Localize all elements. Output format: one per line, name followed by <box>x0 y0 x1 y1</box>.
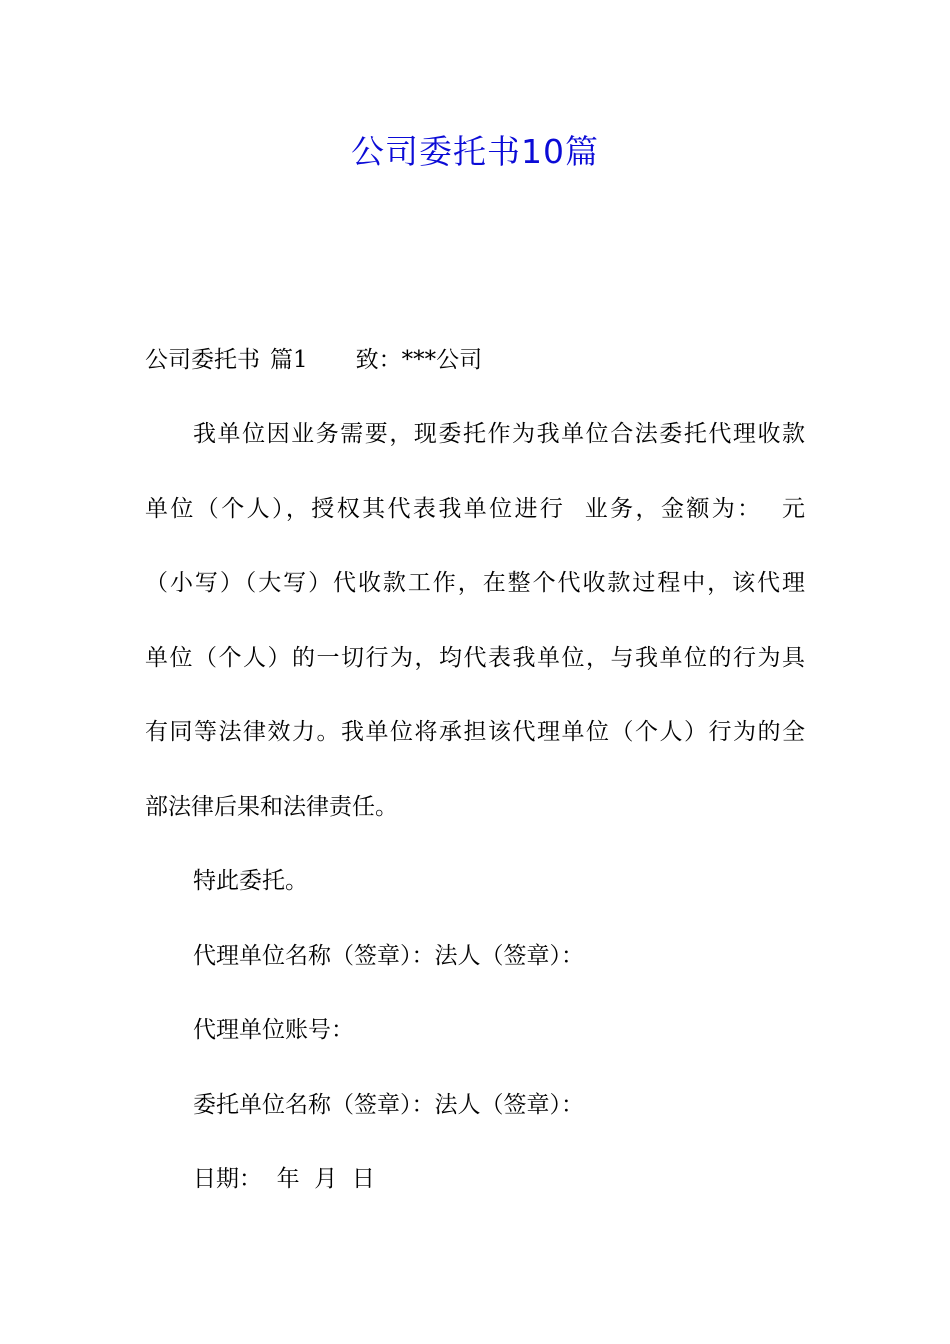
body-line-5: 有同等法律效力。我单位将承担该代理单位（个人）行为的全 <box>145 719 805 745</box>
body-line-6: 部法律后果和法律责任。 <box>145 794 398 820</box>
recipient-line: 致：***公司 <box>355 347 483 373</box>
principal-name-line: 委托单位名称（签章）：法人（签章）： <box>193 1092 584 1118</box>
agent-name-line: 代理单位名称（签章）：法人（签章）： <box>193 943 584 969</box>
body-line-3: （小写）（大写）代收款工作，在整个代收款过程中，该代理 <box>145 570 805 596</box>
section-heading-label: 公司委托书 <box>145 347 260 373</box>
document-title: 公司委托书10篇 <box>351 132 599 171</box>
agent-account-line: 代理单位账号： <box>193 1017 354 1043</box>
body-line-4: 单位（个人）的一切行为，均代表我单位，与我单位的行为具 <box>145 645 805 671</box>
closing-line: 特此委托。 <box>193 868 308 894</box>
body-line-2: 单位（个人），授权其代表我单位进行 业务，金额为： 元 <box>145 496 805 522</box>
section-heading-number: 篇1 <box>270 347 308 373</box>
date-line: 日期： 年 月 日 <box>193 1166 375 1192</box>
section-heading <box>145 344 805 376</box>
body-line-1: 我单位因业务需要，现委托作为我单位合法委托代理收款 <box>193 421 805 447</box>
